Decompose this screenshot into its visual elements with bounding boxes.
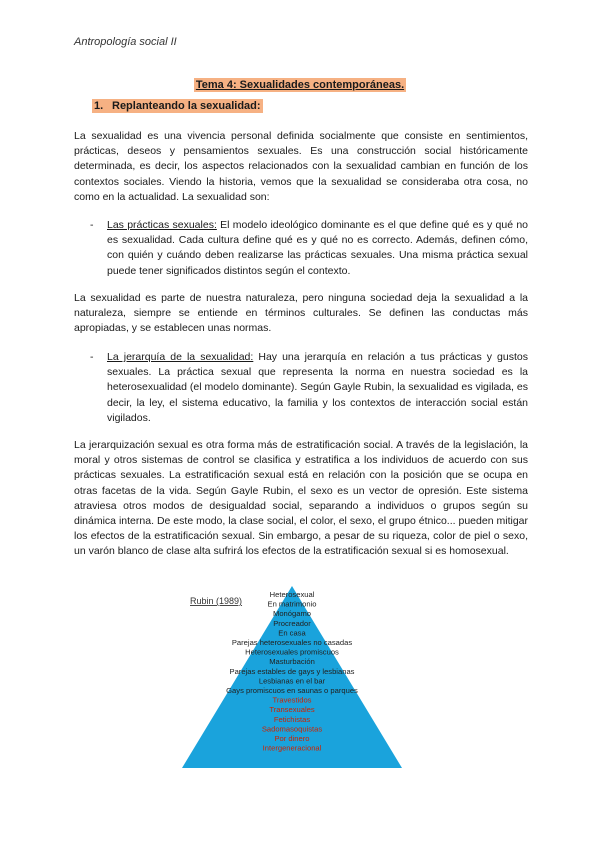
pyramid-level-label: Transexuales	[269, 705, 315, 715]
pyramid-level-label: Parejas estables de gays y lesbianas	[229, 666, 355, 676]
pyramid-diagram	[176, 584, 408, 772]
pyramid-level-label: Masturbación	[269, 657, 315, 667]
pyramid-level-label: Sadomasoquistas	[261, 724, 323, 734]
bullet-dash: -	[90, 351, 94, 363]
section-title: Replanteando la sexualidad:	[112, 100, 261, 112]
figure-caption: Rubin (1989)	[190, 596, 243, 606]
section-heading	[92, 100, 263, 112]
paragraph-intro: La sexualidad es una vivencia personal definida socialmente que consiste en sentimientos, prácticas, deseos y pensamientos sexuales. Es una construcción social históricamente determinada, es decir, los aspectos relacionados con la sexualidad cambian en función de los contextos sociales. Viendo la historia, vemos que la sexualidad se consideraba otra cosa, no como en la actualidad. La sexualidad son:	[74, 130, 528, 203]
bullet-item-jerarquia	[90, 350, 528, 426]
pyramid-level-label: Fetichistas	[273, 714, 311, 724]
pyramid-level-label: En casa	[278, 628, 306, 638]
pyramid-level-label: Monógamo	[273, 609, 311, 619]
bullet-term: La jerarquía de la sexualidad:	[107, 351, 254, 363]
pyramid-level-label: En matrimonio	[267, 599, 317, 609]
paragraph-jerarquizacion: La jerarquización sexual es otra forma más de estratificación social. A través de la legislación, la moral y otros sistemas de control se clasifica y estratifica a los individuos de acuerdo con sus prácticas sexuales. La estratificación sexual está en relación con la posición que se ocupa en otras facetas de la vida. Según Gayle Rubin, el sexo es un vector de opresión. Este sistema atraviesa otros modos de desigualdad social, separando a individuos o grupos según su dinámica interna. De este modo, la clase social, el color, el sexo, el grupo étnico... pueden mitigar los efectos de la estratificación sexual. Sin embargo, a pesar de su riqueza, color de piel o sexo, un varón blanco de clase alta sufrirá los efectos de la estratificación sexual si es homosexual.	[74, 439, 528, 558]
bullet-term: Las prácticas sexuales:	[107, 219, 217, 231]
pyramid-level-label: Gays promiscuos en saunas o parques	[226, 686, 358, 695]
pyramid-level-label: Procreador	[273, 618, 311, 628]
paragraph-naturaleza: La sexualidad es parte de nuestra naturaleza, pero ninguna sociedad deja la sexualidad a la naturaleza, siempre se entiende en términos culturales. Se definen las conductas más apropiadas, y se establecen unas normas.	[74, 292, 528, 335]
pyramid-level-label: Heterosexual	[269, 590, 315, 599]
pyramid-level-label: Parejas heterosexuales no casadas	[231, 638, 353, 647]
bullet-item-practicas	[90, 218, 528, 279]
bullet-text: El modelo ideológico dominante es el que define qué es y qué no es sexualidad. Cada cultura define qué es y qué no es correcto. Además, definen cómo, con quién y cuándo deben realizarse las prácticas sexuales. Una misma práctica sexual puede tener significados distintos según el contexto.	[107, 219, 528, 277]
bullet-text: Hay una jerarquía en relación a tus prácticas y gustos sexuales. La práctica sexual que representa la norma en nuestra sociedad es la heterosexualidad (el modelo dominante). Según Gayle Rubin, la sexualidad es vigilada, es decir, la ley, el sistema educativo, la familia y los contextos de interacción social están vigilados.	[107, 351, 528, 424]
document-title: Tema 4: Sexualidades contemporáneas.	[195, 79, 405, 91]
section-heading-highlight	[92, 99, 263, 113]
running-header: Antropología social II	[74, 36, 177, 48]
pyramid-level-label: Lesbianas en el bar	[258, 676, 326, 686]
pyramid-level-label: Intergeneracional	[262, 743, 322, 753]
pyramid-level-label: Travestidos	[272, 695, 312, 705]
pyramid-level-label: Por dinero	[274, 734, 310, 743]
bullet-dash: -	[90, 219, 94, 231]
title-container	[0, 75, 600, 93]
pyramid-level-label: Heterosexuales promiscuos	[245, 647, 339, 657]
sexual-hierarchy-figure	[176, 584, 408, 772]
section-number: 1.	[94, 100, 104, 112]
